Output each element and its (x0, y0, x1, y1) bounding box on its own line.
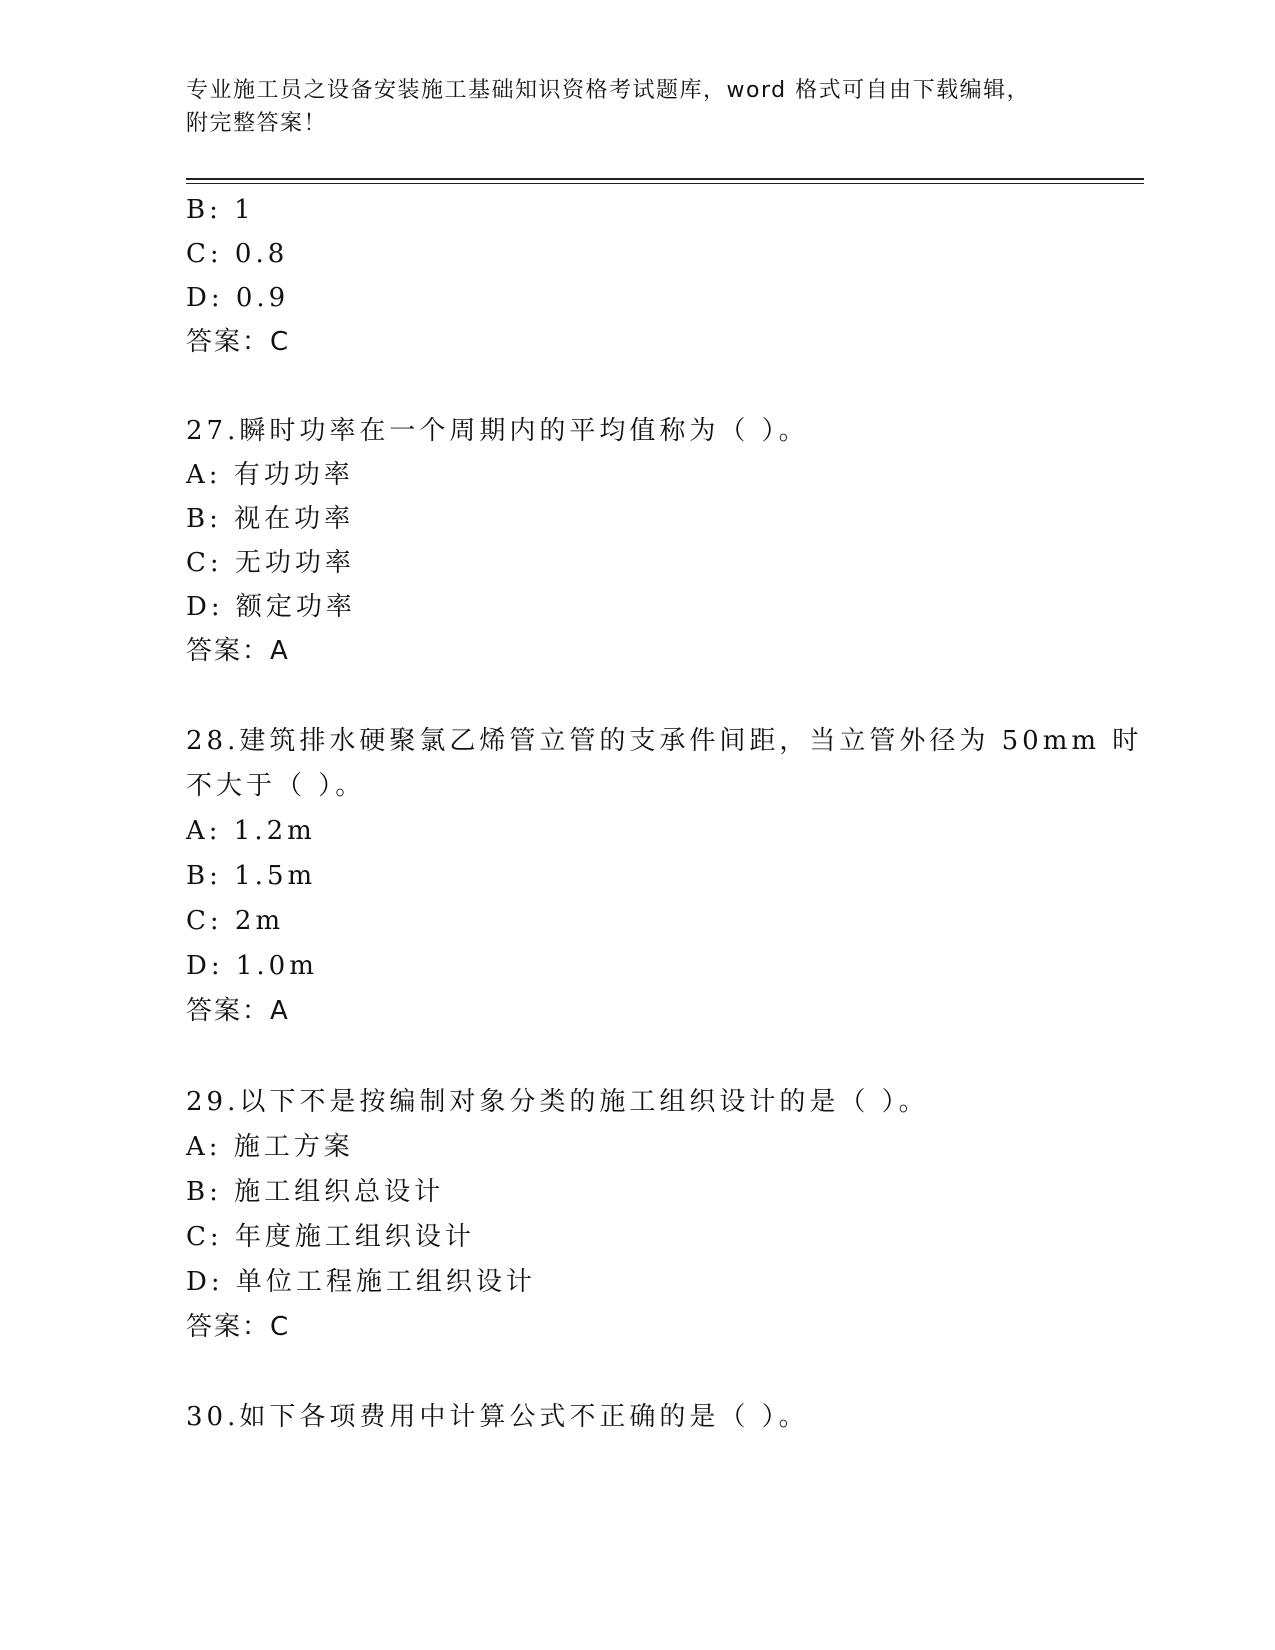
q29-answer: 答案：C (186, 1312, 291, 1342)
header-line-1: 专业施工员之设备安装施工基础知识资格考试题库，word 格式可自由下载编辑， (186, 78, 1031, 103)
q27-question: 27.瞬时功率在一个周期内的平均值称为（ ）。 (186, 416, 809, 446)
q28-option-c: C: 2m (186, 906, 285, 936)
q28-question-line-1: 28.建筑排水硬聚氯乙烯管立管的支承件间距，当立管外径为 50mm 时 (186, 726, 1143, 756)
q26-option-c: C: 0.8 (186, 239, 289, 269)
q27-answer: 答案：A (186, 636, 290, 666)
q29-option-d: D: 单位工程施工组织设计 (186, 1267, 536, 1297)
q28-option-a: A: 1.2m (186, 816, 316, 846)
q29-option-a: A: 施工方案 (186, 1132, 354, 1162)
q26-answer: 答案：C (186, 327, 291, 357)
q29-option-b: B: 施工组织总设计 (186, 1177, 445, 1207)
q27-option-a: A: 有功功率 (186, 460, 354, 490)
q28-question-line-2: 不大于（ ）。 (186, 771, 366, 801)
q27-option-d: D: 额定功率 (186, 592, 356, 622)
q26-option-d: D: 0.9 (186, 283, 290, 313)
q27-option-b: B: 视在功率 (186, 504, 355, 534)
q29-question: 29.以下不是按编制对象分类的施工组织设计的是（ ）。 (186, 1087, 929, 1117)
document-header (186, 74, 1086, 140)
q28-option-d: D: 1.0m (186, 951, 318, 981)
q29-option-c: C: 年度施工组织设计 (186, 1222, 475, 1252)
q26-option-b: B: 1 (186, 195, 255, 225)
header-divider-bottom (186, 183, 1144, 184)
q28-option-b: B: 1.5m (186, 861, 317, 891)
q30-question: 30.如下各项费用中计算公式不正确的是（ ）。 (186, 1402, 809, 1432)
header-line-2: 附完整答案！ (186, 111, 328, 136)
header-divider-top (186, 178, 1144, 180)
q28-answer: 答案：A (186, 996, 290, 1026)
q27-option-c: C: 无功功率 (186, 548, 355, 578)
